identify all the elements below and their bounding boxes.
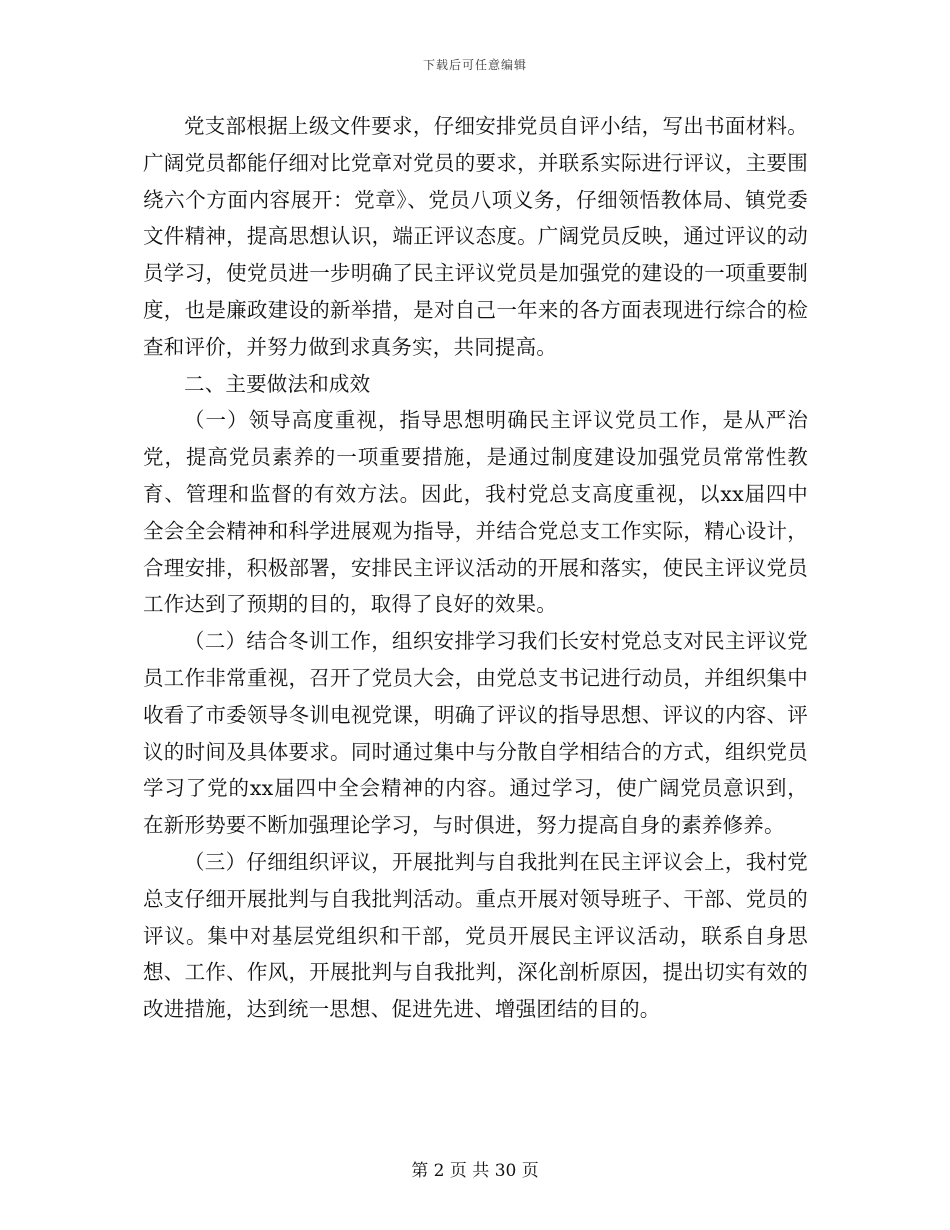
paragraph-section-1: （一）领导高度重视，指导思想明确民主评议党员工作，是从严治党，提高党员素养的一项重要措施，是通过制度建设加强党员常常性教育、管理和监督的有效方法。因此，我村党总支高度重视，以xx届四中全会全会精神和科学进展观为指导，并结合党总支工作实际，精心设计，合理安排，积极部署，安排民主评议活动的开展和落实，使民主评议党员工作达到了预期的目的，取得了良好的效果。 bbox=[143, 408, 808, 617]
page-number: 第 2 页 共 30 页 bbox=[411, 1161, 539, 1181]
page-header-note: 下载后可任意编辑 bbox=[422, 58, 527, 72]
paragraph-section-2: （二）结合冬训工作，组织安排学习我们长安村党总支对民主评议党员工作非常重视，召开了党员大会，由党总支书记进行动员，并组织集中收看了市委领导冬训电视党课，明确了评议的指导思想、评议的内容、评议的时间及具体要求。同时通过集中与分散自学相结合的方式，组织党员学习了党的xx届四中全会精神的内容。通过学习，使广阔党员意识到，在新形势要不断加强理论学习，与时俱进，努力提高自身的素养修养。 bbox=[143, 629, 808, 838]
paragraph-intro: 党支部根据上级文件要求，仔细安排党员自评小结，写出书面材料。广阔党员都能仔细对比党章对党员的要求，并联系实际进行评议，主要围绕六个方面内容展开：党章》、党员八项义务，仔细领悟教体局、镇党委文件精神，提高思想认识，端正评议态度。广阔党员反映，通过评议的动员学习，使党员进一步明确了民主评议党员是加强党的建设的一项重要制度，也是廉政建设的新举措，是对自己一年来的各方面表现进行综合的检查和评价，并努力做到求真务实，共同提高。 bbox=[143, 114, 808, 359]
section-heading: 二、主要做法和成效 bbox=[184, 371, 371, 396]
paragraph-section-3: （三）仔细组织评议，开展批判与自我批判在民主评议会上，我村党总支仔细开展批判与自我批判活动。重点开展对领导班子、干部、党员的评议。集中对基层党组织和干部，党员开展民主评议活动，联系自身思想、工作、作风，开展批判与自我批判，深化剖析原因，提出切实有效的改进措施，达到统一思想、促进先进、增强团结的目的。 bbox=[143, 849, 808, 1022]
document-body bbox=[143, 108, 808, 1028]
